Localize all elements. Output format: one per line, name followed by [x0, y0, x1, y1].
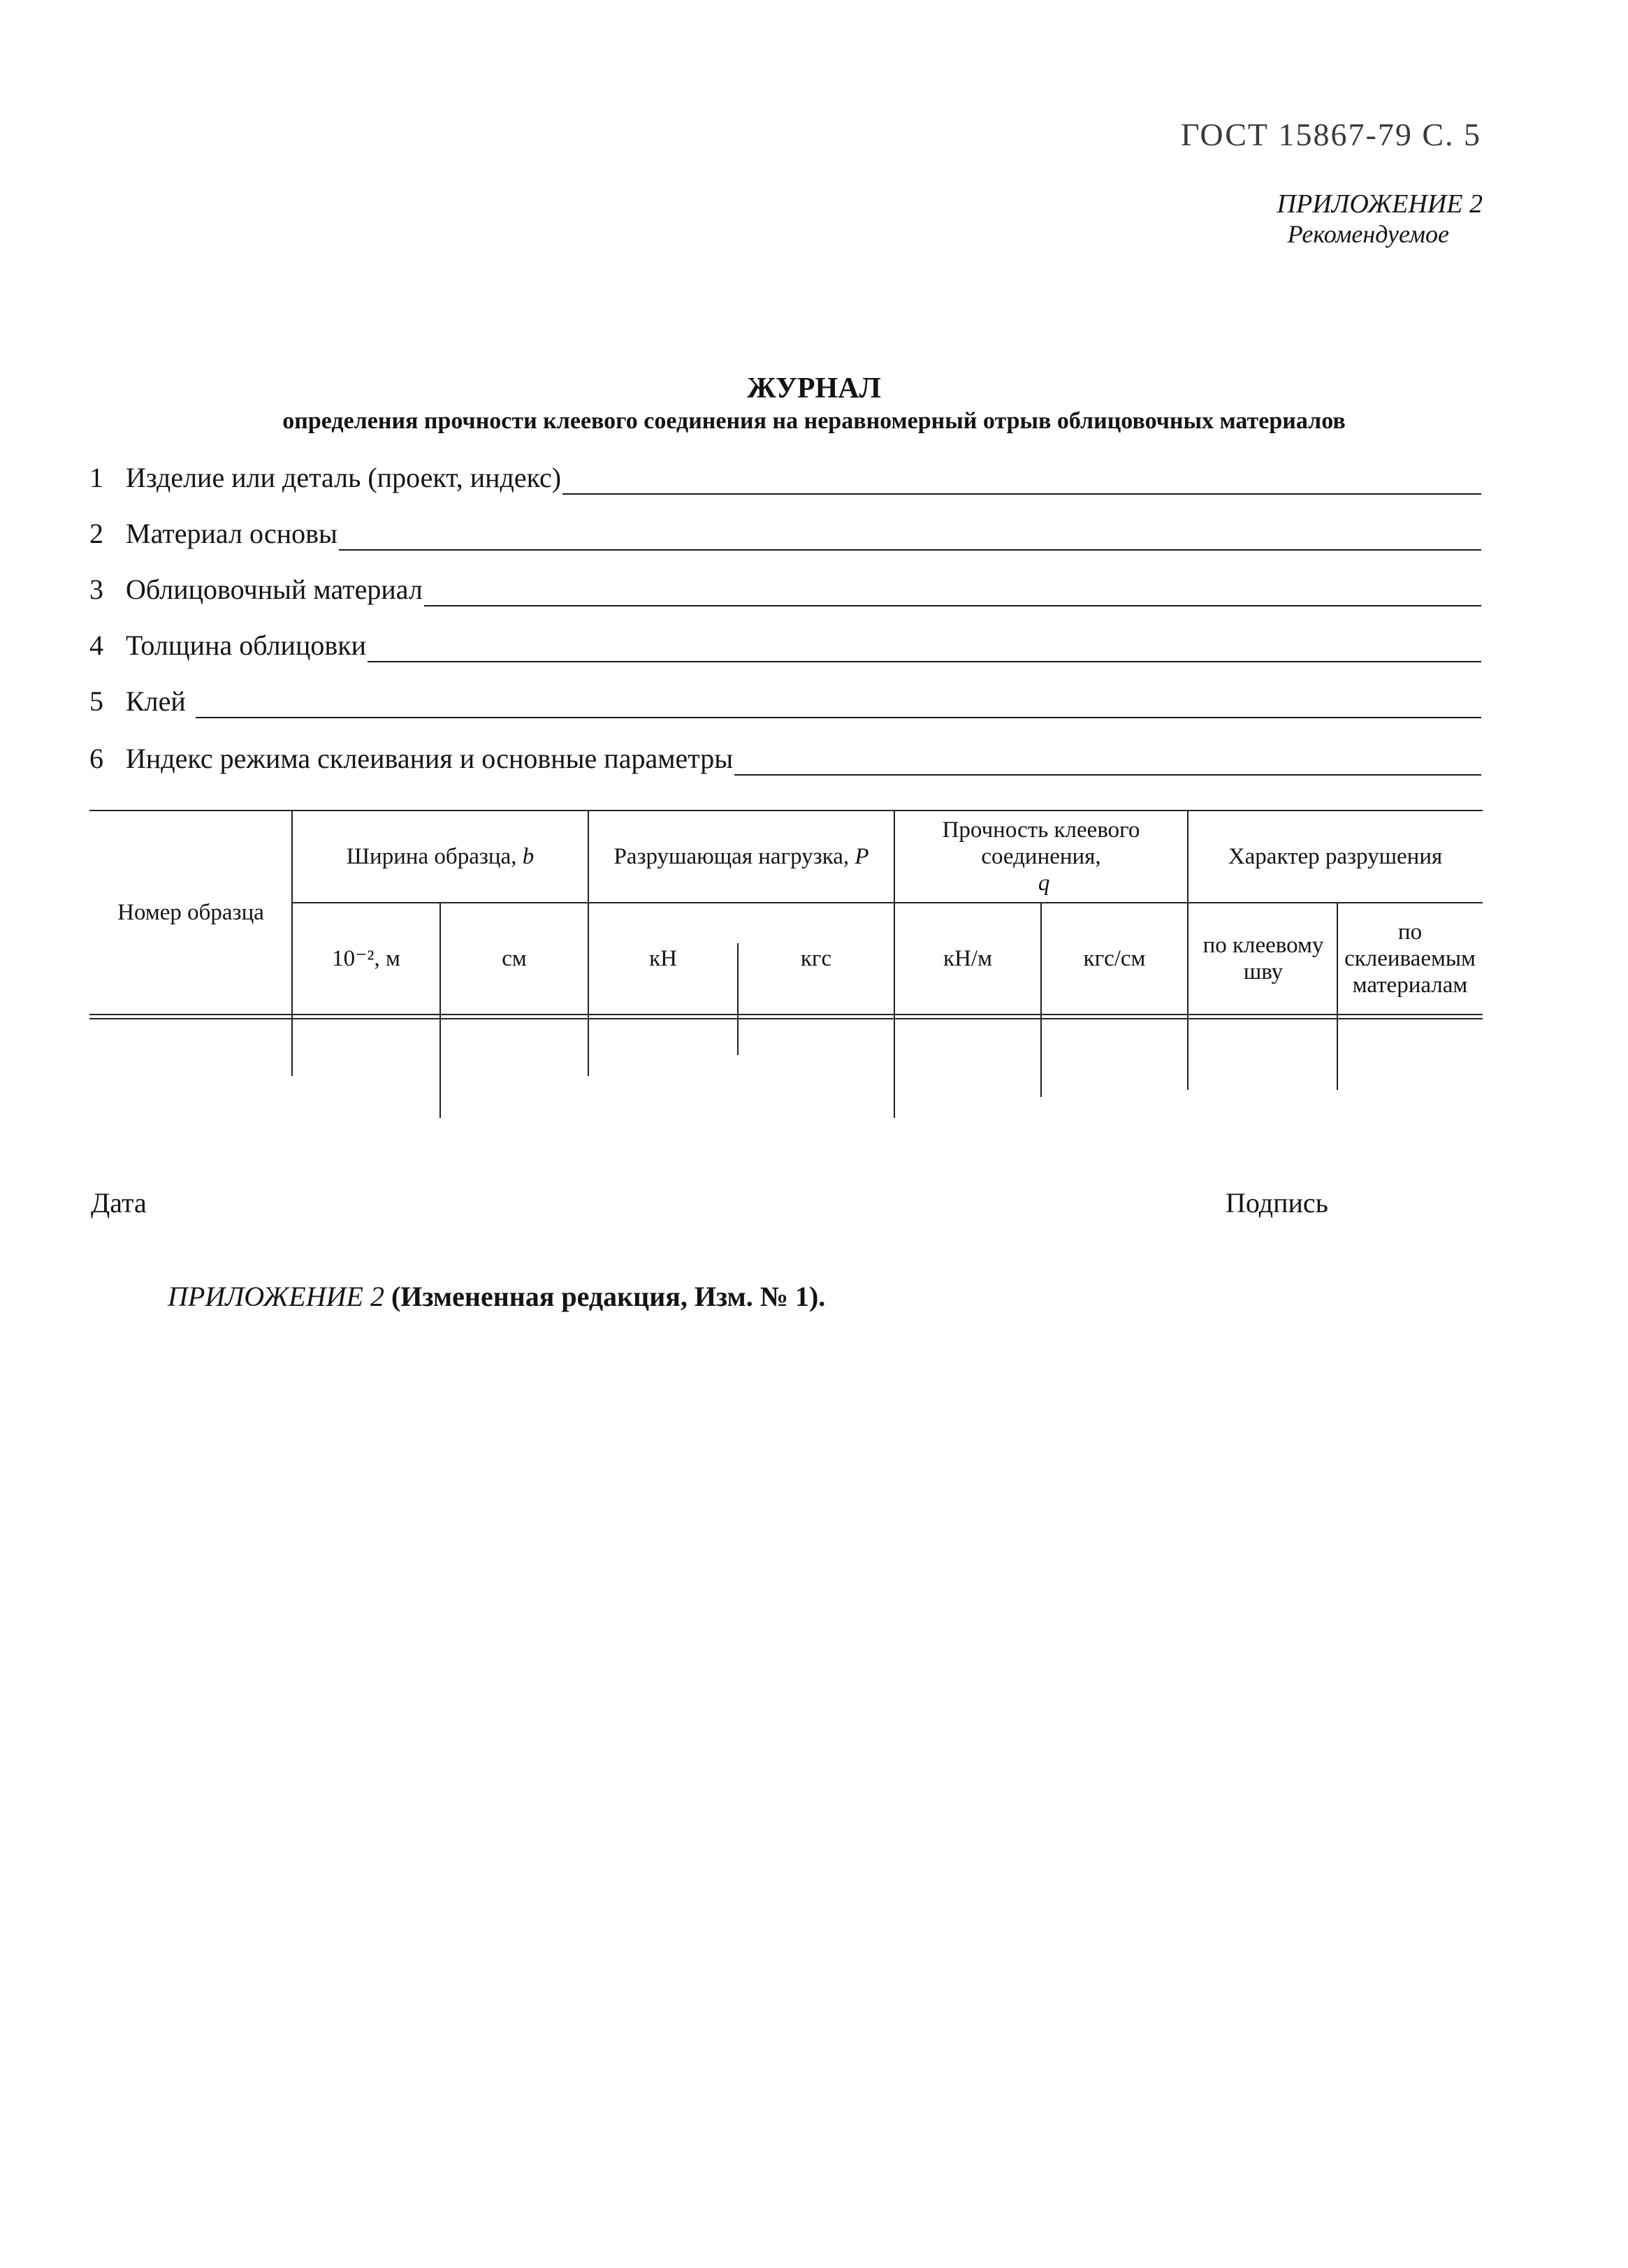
- unit-width-m: 10⁻², м: [332, 946, 400, 971]
- col-header-strength: [894, 810, 1188, 903]
- col-header-load-label: Разрушающая нагрузка,: [613, 844, 850, 869]
- field-number: 5: [89, 685, 103, 717]
- col-header-sample-number: Номер образца: [117, 900, 264, 925]
- col-header-strength-label: Прочность клеевого соединения,: [942, 817, 1140, 869]
- field-label: Толщина облицовки: [126, 630, 367, 661]
- field-label: Индекс режима склеивания и основные параметры: [126, 743, 734, 774]
- width-symbol: b: [522, 844, 535, 869]
- field-label: Клей: [126, 685, 186, 717]
- standard-code: ГОСТ 15867-79 С. 5: [1180, 117, 1481, 152]
- load-symbol: P: [855, 844, 869, 869]
- strength-symbol: q: [1038, 871, 1050, 896]
- col-header-width: [292, 810, 588, 903]
- field-number: 4: [89, 630, 103, 661]
- journal-subtitle: определения прочности клеевого соединения на неравномерный отрыв облицовочных материалов: [282, 408, 1346, 434]
- journal-title: ЖУРНАЛ: [747, 372, 881, 405]
- date-label: Дата: [91, 1187, 147, 1219]
- field-number: 3: [89, 574, 103, 605]
- field-number: 6: [89, 743, 103, 774]
- field-label: Изделие или деталь (проект, индекс): [126, 462, 562, 493]
- field-number: 1: [89, 462, 103, 493]
- field-number: 2: [89, 518, 103, 549]
- col-header-load: [588, 810, 894, 903]
- field-label: Облицовочный материал: [126, 574, 423, 605]
- appendix-type: Рекомендуемое: [1287, 220, 1449, 248]
- appendix-label: ПРИЛОЖЕНИЕ 2: [1277, 189, 1483, 219]
- failure-by-glue-seam: по клеевому шву: [1202, 933, 1324, 984]
- unit-load-kgf: кгс: [800, 946, 832, 971]
- revision-note: [168, 1280, 825, 1313]
- col-header-failure: Характер разрушения: [1228, 844, 1443, 869]
- revision-note-appendix: ПРИЛОЖЕНИЕ 2: [168, 1281, 384, 1312]
- unit-width-cm: см: [502, 946, 527, 971]
- unit-strength-knm: кН/м: [943, 946, 992, 971]
- unit-strength-kgfcm: кгс/см: [1083, 946, 1146, 971]
- signature-label: Подпись: [1226, 1187, 1328, 1219]
- unit-load-kn: кН: [649, 946, 677, 971]
- col-header-width-label: Ширина образца,: [346, 844, 517, 869]
- failure-by-materials: по склеиваемым материалам: [1344, 919, 1476, 998]
- field-label: Материал основы: [126, 518, 337, 549]
- revision-note-text: (Измененная редакция, Изм. № 1).: [391, 1281, 826, 1312]
